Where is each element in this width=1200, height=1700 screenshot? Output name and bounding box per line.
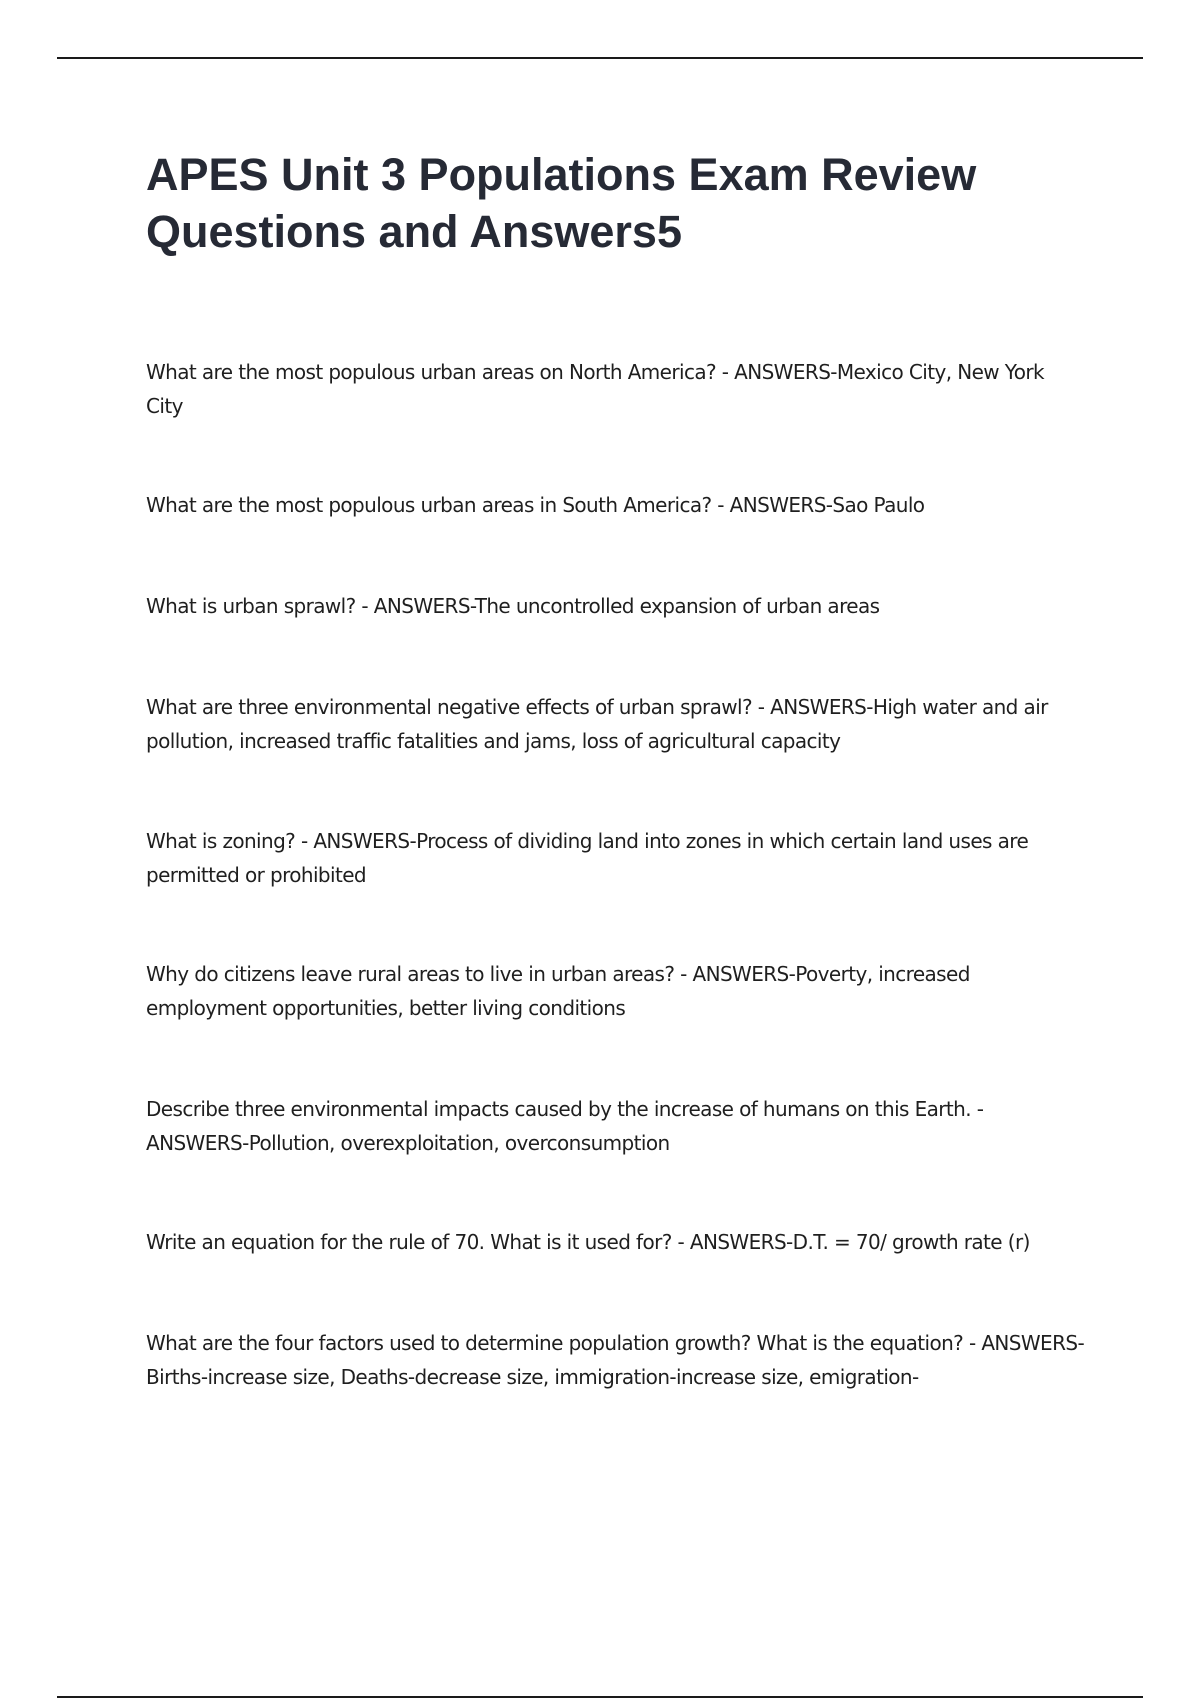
qa-item: Describe three environmental impacts caused by the increase of humans on this Earth. - ANSWERS-Pollution, overexploitation, overconsumption (146, 1097, 984, 1155)
qa-item: What are the most populous urban areas in South America? - ANSWERS-Sao Paulo (146, 493, 925, 517)
qa-item: What are the most populous urban areas on North America? - ANSWERS-Mexico City, New York City (146, 360, 1044, 418)
qa-item: Write an equation for the rule of 70. What is it used for? - ANSWERS-D.T. = 70/ growth rate (r) (146, 1230, 1030, 1254)
top-rule (57, 57, 1143, 59)
qa-item: Why do citizens leave rural areas to live in urban areas? - ANSWERS-Poverty, increased employment opportunities, better living conditions (146, 962, 970, 1020)
qa-item: What is urban sprawl? - ANSWERS-The uncontrolled expansion of urban areas (146, 594, 880, 618)
qa-item: What are the four factors used to determine population growth? What is the equation? - ANSWERS-Births-increase size, Deaths-decrease size, immigration-increase size, emigration- (146, 1331, 1085, 1389)
qa-item: What is zoning? - ANSWERS-Process of dividing land into zones in which certain land uses are permitted or prohibited (146, 829, 1029, 887)
page-title: APES Unit 3 Populations Exam Review Questions and Answers5 (146, 149, 977, 257)
qa-item: What are three environmental negative effects of urban sprawl? - ANSWERS-High water and air pollution, increased traffic fatalities and jams, loss of agricultural capacity (146, 695, 1048, 753)
bottom-rule (57, 1696, 1143, 1698)
